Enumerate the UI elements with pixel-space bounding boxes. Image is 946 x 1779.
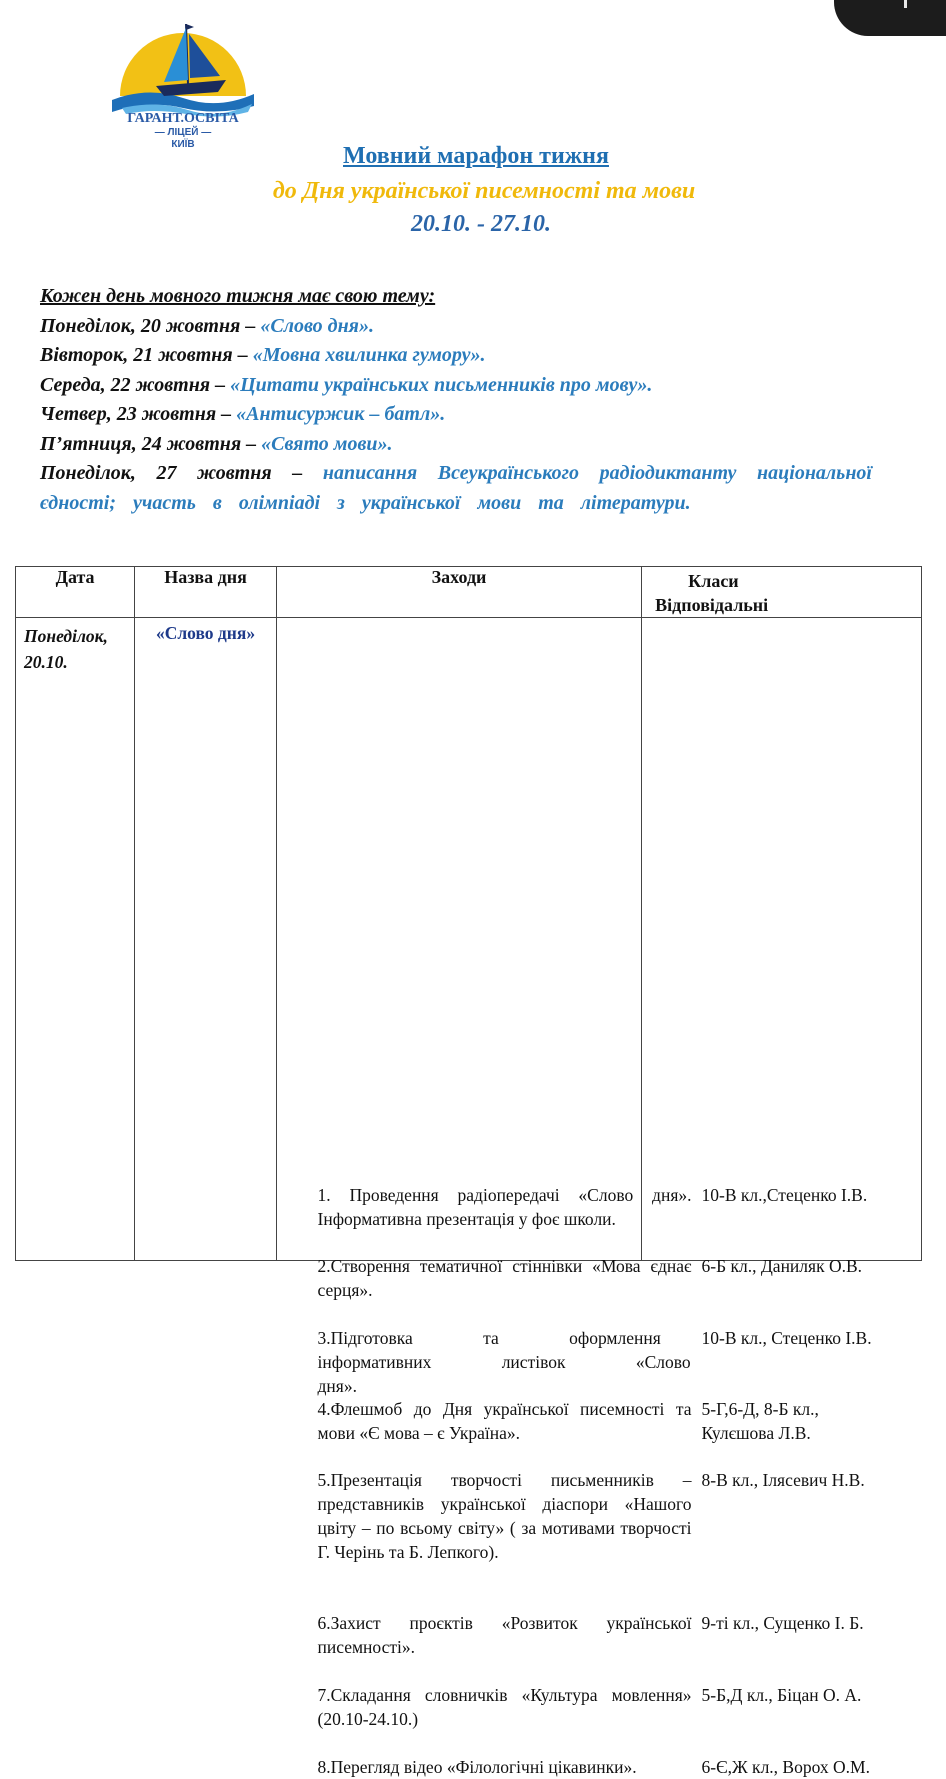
theme-title: «Слово дня». [260, 314, 374, 337]
activity-item: 5.Презентація творчості письменників – представників української діаспори «Нашого цвіту – по всьому світу» ( за мотивами творчості Г. Черінь та Б. Лепкого). [317, 1469, 692, 1562]
row-responsible [642, 618, 922, 1777]
theme-day: Середа, 22 жовтня – [40, 373, 231, 396]
responsible-item: 10-В кл.,Стеценко І.В. [701, 1184, 868, 1205]
themes-section [40, 282, 872, 518]
header-day-name: Назва дня [135, 567, 277, 618]
header-classes-line1: Класи [688, 571, 739, 591]
theme-day: Вівторок, 21 жовтня – [40, 344, 253, 366]
activity-item: 3.Підготовка та оформлення інформативних листівок «Слово дня». [317, 1327, 691, 1396]
responsible-item: 6-Б кл., Даниляк О.В. [701, 1255, 863, 1276]
responsible-item: 6-Є,Ж кл., Ворох О.М. [701, 1756, 870, 1777]
logo-text-city: КИЇВ [171, 139, 195, 150]
theme-item [40, 400, 872, 430]
responsible-item: 5-Г,6-Д, 8-Б кл., Кулєшова Л.В. [701, 1398, 819, 1443]
responsible-item: 8-В кл., Ілясевич Н.В. [701, 1469, 865, 1490]
header-classes-line2: Відповідальні [655, 595, 769, 615]
activity-item: 7.Складання словничків «Культура мовлення» (20.10-24.10.) [317, 1684, 692, 1729]
row-date: Понеділок, 20.10. [16, 618, 135, 1261]
theme-item [40, 312, 872, 342]
themes-heading: Кожен день мовного тижня має свою тему: [40, 285, 436, 307]
activity-item: 8.Перегляд відео «Філологічні цікавинки». [317, 1756, 637, 1777]
header-events: Заходи [276, 567, 641, 618]
theme-item [40, 430, 872, 460]
responsible-item: 10-В кл., Стеценко І.В. [701, 1327, 872, 1348]
corner-overlay-button[interactable] [834, 0, 946, 36]
theme-day: П’ятниця, 24 жовтня – [40, 432, 262, 455]
schedule-table [15, 566, 922, 1777]
theme-title: написання Всеукраїнського радіодиктанту національної єдності; участь в олімпіаді з української мови та літератури. [40, 462, 872, 514]
activity-item: 2.Створення тематичної стіннівки «Мова єднає серця». [317, 1255, 692, 1300]
table-row [16, 618, 922, 1261]
theme-title: «Мовна хвилинка гумору». [252, 344, 486, 366]
theme-day: Четвер, 23 жовтня – [40, 403, 237, 425]
row-day-name: «Слово дня» [135, 618, 277, 1261]
plus-icon [904, 0, 907, 8]
page-subtitle: до Дня української писемності та мови [272, 178, 696, 204]
header-classes [642, 567, 922, 618]
table-header-row [16, 567, 922, 618]
theme-title: «Цитати українських письменників про мову». [230, 373, 653, 396]
logo-text-type: — ЛІЦЕЙ — [154, 127, 212, 138]
row-activities [276, 618, 692, 1777]
page-title: Мовний марафон тижня [343, 143, 609, 169]
header-date: Дата [16, 567, 135, 618]
theme-item [40, 459, 872, 518]
responsible-item: 9-ті кл., Сущенко І. Б. [701, 1612, 864, 1633]
theme-title: «Свято мови». [261, 432, 393, 455]
theme-item [40, 371, 872, 401]
activity-item: 4.Флешмоб до Дня української писемності та мови «Є мова – є Україна». [317, 1398, 692, 1443]
activity-item: 1. Проведення радіопередачі «Слово дня». Інформативна презентація у фоє школи. [317, 1184, 692, 1229]
theme-title: «Антисуржик – батл». [236, 403, 446, 425]
school-logo [108, 16, 258, 150]
activity-item: 6.Захист проєктів «Розвиток української писемності». [317, 1612, 692, 1657]
logo-text-name: ГАРАНТ.ОСВІТА [127, 111, 239, 126]
theme-day: Понеділок, 27 жовтня – [40, 462, 323, 484]
theme-day: Понеділок, 20 жовтня – [40, 314, 261, 337]
responsible-item: 5-Б,Д кл., Біцан О. А. [701, 1684, 862, 1705]
date-range: 20.10. - 27.10. [411, 211, 551, 237]
theme-item [40, 341, 872, 371]
